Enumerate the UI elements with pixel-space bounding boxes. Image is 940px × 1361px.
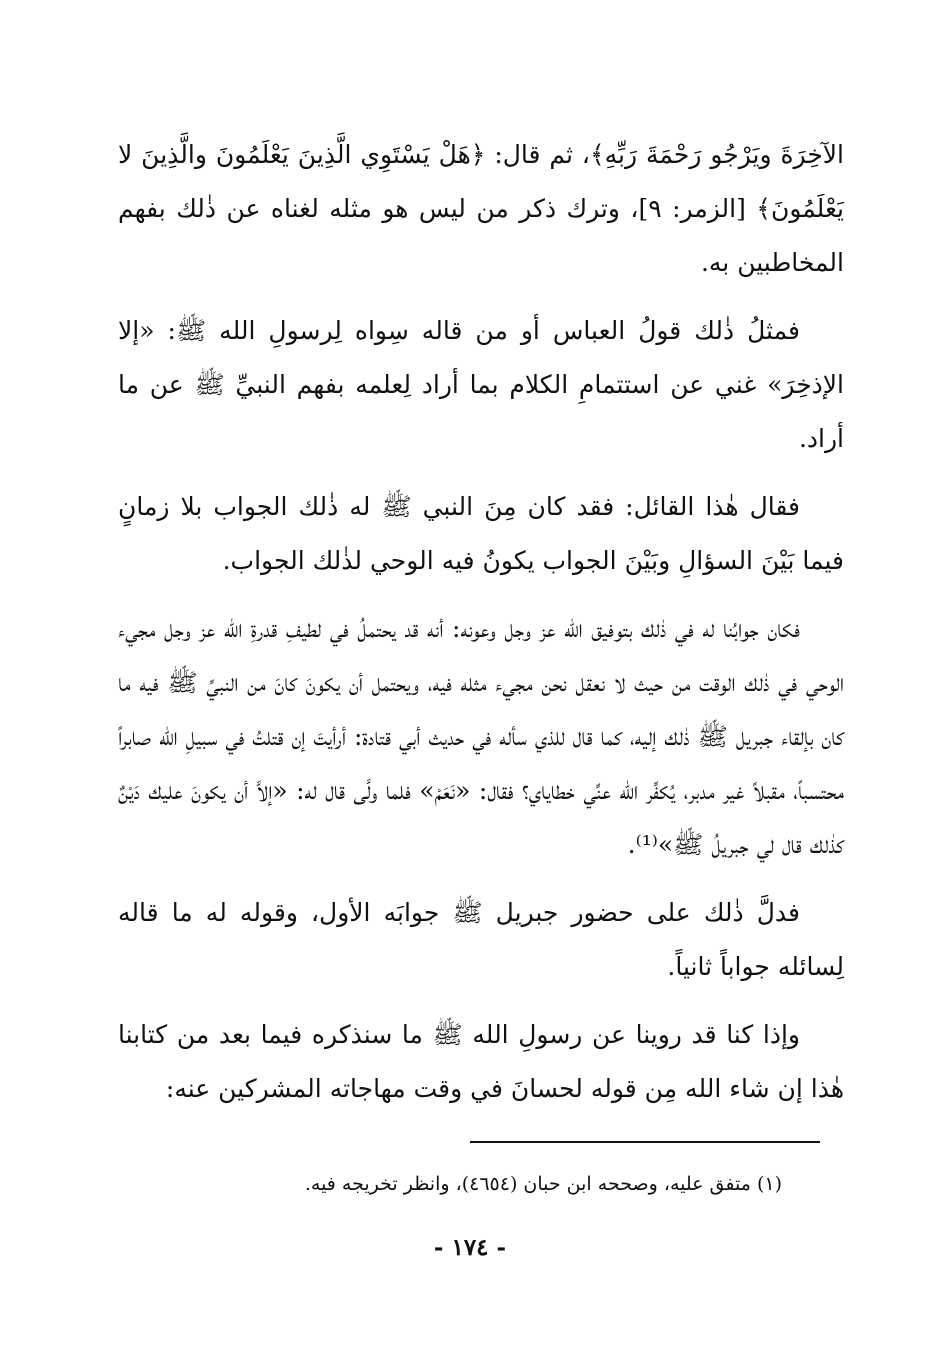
paragraph-6: وإذا كنا قد روينا عن رسولِ الله ﷺ ما سنذكره فيما بعد من كتابنا هٰذا إن شاء الله مِن قوله لحسانَ في وقت مهاجاته المشركين عنه: <box>118 1020 844 1103</box>
main-text <box>118 128 844 1130</box>
paragraph-4: فكان جوابُنا له في ذٰلك بتوفيق الله عز وجل وعونه: أنه قد يحتملُ في لطيفِ قدرةِ الله عز وجل مجيء الوحي في ذٰلك الوقت من حيث لا نعقل نحن مجيء مثله فيه، ويحتمل أن يكونَ كانَ من النبيِّ ﷺ فيه ما كان بإلقاء جبريل ﷺ ذٰلك إليه، كما قال للذي سأله في حديث أبي قتادة: أرأيتَ إن قتلتُ في سبيلِ الله صابراً محتسباً، مقبلاً غير مدبر، يُكفِّر الله عنِّي خطاياي؟ فقال: «نَعَمْ» فلما ولَّى قال له: «إلاَّ أن يكونَ عليك دَيْنٌ كذٰلك قال لي جبريلُ ﷺ»⁽¹⁾. <box>118 614 844 859</box>
paragraph-3: فقال هٰذا القائل: فقد كان مِنَ النبي ﷺ له ذٰلك الجواب بلا زمانٍ فيما بَيْنَ السؤالِ وبَيْنَ الجواب يكونُ فيه الوحي لذٰلك الجواب. <box>118 492 844 575</box>
footnote-divider <box>470 1141 820 1143</box>
footnote: (١) متفق عليه، وصححه ابن حبان (٤٦٥٤)، وانظر تخريجه فيه. <box>304 1173 782 1195</box>
paragraph-5: فدلَّ ذٰلك على حضور جبريل ﷺ جوابَه الأول، وقوله له ما قاله لِسائله جواباً ثانياً. <box>118 898 844 981</box>
paragraph-1: الآخِرَةَ ويَرْجُو رَحْمَةَ رَبِّهِ﴾، ثم قال: ﴿هَلْ يَسْتَوِي الَّذِينَ يَعْلَمُونَ والَّذِينَ لا يَعْلَمُونَ﴾ [الزمر: ٩]، وترك ذكر من ليس هو مثله لغناه عن ذٰلك بفهم المخاطبين به. <box>118 140 844 277</box>
page-number: - ١٧٤ - <box>433 1234 507 1261</box>
paragraph-2: فمثلُ ذٰلك قولُ العباس أو من قاله سِواه لِرسولِ الله ﷺ: «إلا الإذخِرَ» غني عن استتمامِ الكلام بما أراد لِعلمه بفهم النبيِّ ﷺ عن ما أراد. <box>118 316 844 453</box>
